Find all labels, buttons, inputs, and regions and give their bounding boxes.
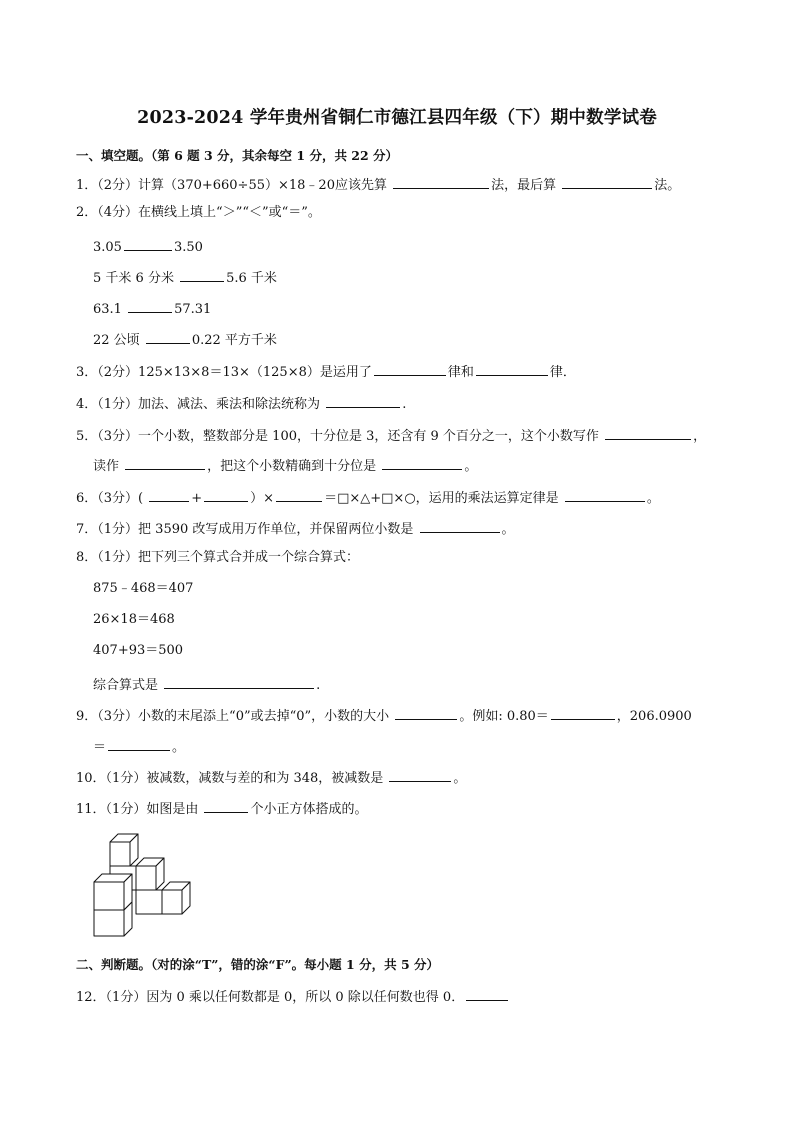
- answer-blank[interactable]: [180, 267, 224, 282]
- answer-blank[interactable]: [389, 767, 451, 782]
- answer-blank[interactable]: [565, 487, 645, 502]
- answer-blank[interactable]: [204, 798, 248, 813]
- answer-blank[interactable]: [395, 705, 457, 720]
- answer-blank[interactable]: [551, 705, 615, 720]
- answer-blank[interactable]: [125, 455, 205, 470]
- question-9-continued: ＝ 。: [93, 736, 185, 757]
- question-1: 1．（2分）计算（370+660÷55）×18﹣20应该先算 法，最后算 法。: [76, 174, 680, 195]
- compare-row: 5 千米 6 分米 5.6 千米: [93, 267, 277, 288]
- question-12: 12．（1分）因为 0 乘以任何数都是 0，所以 0 除以任何数也得 0．: [76, 986, 510, 1007]
- answer-blank[interactable]: [204, 487, 248, 502]
- question-5-continued: 读作 ，把这个小数精确到十分位是 。: [93, 455, 477, 476]
- cube: [110, 834, 138, 866]
- question-3: 3．（2分）125×13×8＝13×（125×8）是运用了 律和 律．: [76, 361, 576, 382]
- combined-expression: 综合算式是 .: [93, 674, 320, 695]
- cube: [136, 858, 164, 890]
- answer-blank[interactable]: [326, 393, 400, 408]
- question-9: 9．（3分）小数的末尾添上“0”或去掉“0”，小数的大小 。例如: 0.80＝ ，206.0900: [76, 705, 692, 726]
- page-title: 2023-2024 学年贵州省铜仁市德江县四年级（下）期中数学试卷: [137, 108, 657, 128]
- expression: 407+93＝500: [93, 643, 184, 658]
- answer-blank[interactable]: [108, 736, 170, 751]
- answer-blank[interactable]: [382, 455, 462, 470]
- compare-row: 3.05 3.50: [93, 236, 203, 257]
- answer-blank[interactable]: [476, 361, 548, 376]
- question-11: 11．（1分）如图是由 个小正方体搭成的。: [76, 798, 367, 819]
- answer-blank[interactable]: [149, 487, 189, 502]
- compare-row: 63.1 57.31: [93, 298, 211, 319]
- question-5: 5．（3分）一个小数，整数部分是 100，十分位是 3，还含有 9 个百分之一，这个小数写作 ，: [76, 425, 706, 446]
- cube: [94, 874, 132, 910]
- answer-blank[interactable]: [164, 674, 314, 689]
- answer-blank[interactable]: [128, 298, 172, 313]
- question-10: 10．（1分）被减数，减数与差的和为 348，被减数是 。: [76, 767, 466, 788]
- expression: 26×18＝468: [93, 612, 175, 627]
- answer-blank[interactable]: [374, 361, 446, 376]
- cube-stack-figure: [92, 830, 202, 938]
- section-heading-fill-in: 一、填空题。（第 6 题 3 分，其余每空 1 分，共 22 分）: [76, 148, 399, 163]
- question-2: 2．（4分）在横线上填上“＞”“＜”或“＝”。: [76, 205, 321, 220]
- cube: [136, 890, 162, 914]
- answer-blank[interactable]: [466, 986, 508, 1001]
- answer-blank[interactable]: [393, 174, 489, 189]
- answer-blank[interactable]: [605, 425, 691, 440]
- question-7: 7．（1分）把 3590 改写成用万作单位，并保留两位小数是 。: [76, 518, 515, 539]
- compare-row: 22 公顷 0.22 平方千米: [93, 329, 277, 350]
- expression: 875﹣468＝407: [93, 581, 194, 596]
- answer-blank[interactable]: [420, 518, 500, 533]
- section-heading-true-false: 二、判断题。（对的涂“T”，错的涂“F”。每小题 1 分，共 5 分）: [76, 957, 439, 972]
- question-6: 6．（3分）( + ）× ＝□×△+□×○，运用的乘法运算定律是 。: [76, 487, 660, 508]
- cube: [162, 882, 190, 914]
- answer-blank[interactable]: [276, 487, 322, 502]
- question-4: 4．（1分）加法、减法、乘法和除法统称为 .: [76, 393, 406, 414]
- answer-blank[interactable]: [562, 174, 652, 189]
- answer-blank[interactable]: [124, 236, 172, 251]
- question-8: 8．（1分）把下列三个算式合并成一个综合算式：: [76, 550, 360, 565]
- answer-blank[interactable]: [146, 329, 190, 344]
